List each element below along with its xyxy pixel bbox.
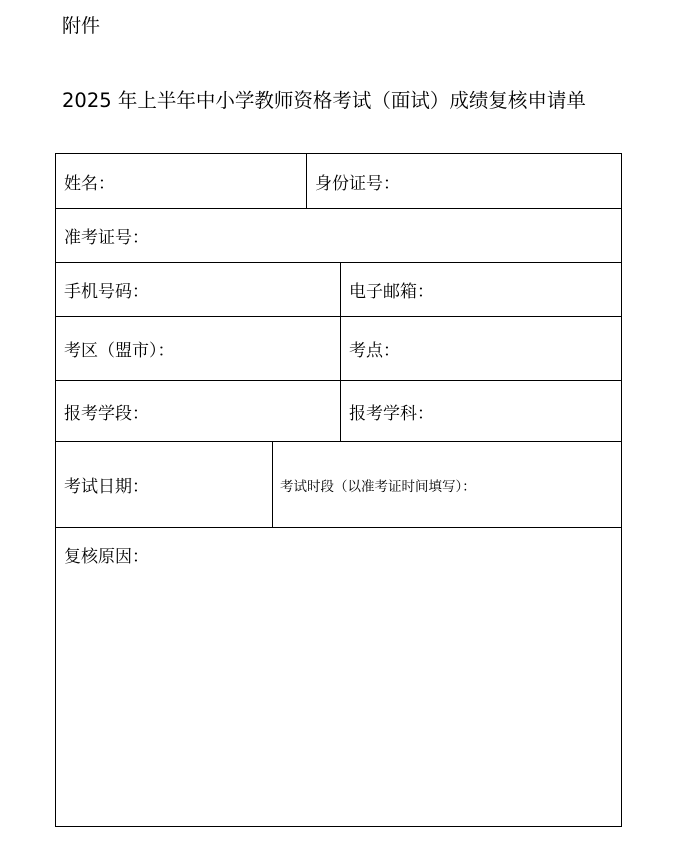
phone-label: 手机号码： <box>64 282 149 302</box>
id-number-label: 身份证号： <box>315 173 400 194</box>
name-field[interactable] <box>56 154 306 208</box>
exam-session-label: 考试时段（以准考证时间填写）： <box>280 478 476 495</box>
form-row-exam-time <box>56 442 621 528</box>
review-application-form <box>55 153 622 827</box>
email-label: 电子邮箱： <box>349 282 434 302</box>
admission-ticket-field[interactable] <box>56 209 623 262</box>
form-row-review-reason <box>56 528 621 826</box>
id-number-field[interactable] <box>306 154 623 208</box>
school-stage-label: 报考学段： <box>64 403 149 424</box>
review-reason-field[interactable] <box>56 528 623 826</box>
email-field[interactable] <box>340 263 623 316</box>
page-title: 2025 年上半年中小学教师资格考试（面试）成绩复核申请单 <box>62 89 586 112</box>
form-row-exam-location <box>56 317 621 381</box>
exam-area-label: 考区（盟市）： <box>64 341 175 361</box>
subject-field[interactable] <box>340 381 623 441</box>
exam-date-field[interactable] <box>56 442 272 527</box>
name-label: 姓名： <box>64 173 115 194</box>
form-row-name-id <box>56 154 621 209</box>
form-row-registration <box>56 381 621 442</box>
phone-field[interactable] <box>56 263 340 316</box>
exam-session-field[interactable] <box>272 442 623 527</box>
school-stage-field[interactable] <box>56 381 340 441</box>
exam-area-field[interactable] <box>56 317 340 380</box>
exam-site-field[interactable] <box>340 317 623 380</box>
review-reason-label: 复核原因： <box>64 547 149 567</box>
subject-label: 报考学科： <box>349 403 434 424</box>
admission-ticket-label: 准考证号： <box>64 228 149 248</box>
attachment-label: 附件 <box>62 15 101 37</box>
form-row-contact <box>56 263 621 317</box>
form-row-admission-ticket <box>56 209 621 263</box>
exam-date-label: 考试日期： <box>64 477 149 497</box>
exam-site-label: 考点： <box>349 341 400 361</box>
